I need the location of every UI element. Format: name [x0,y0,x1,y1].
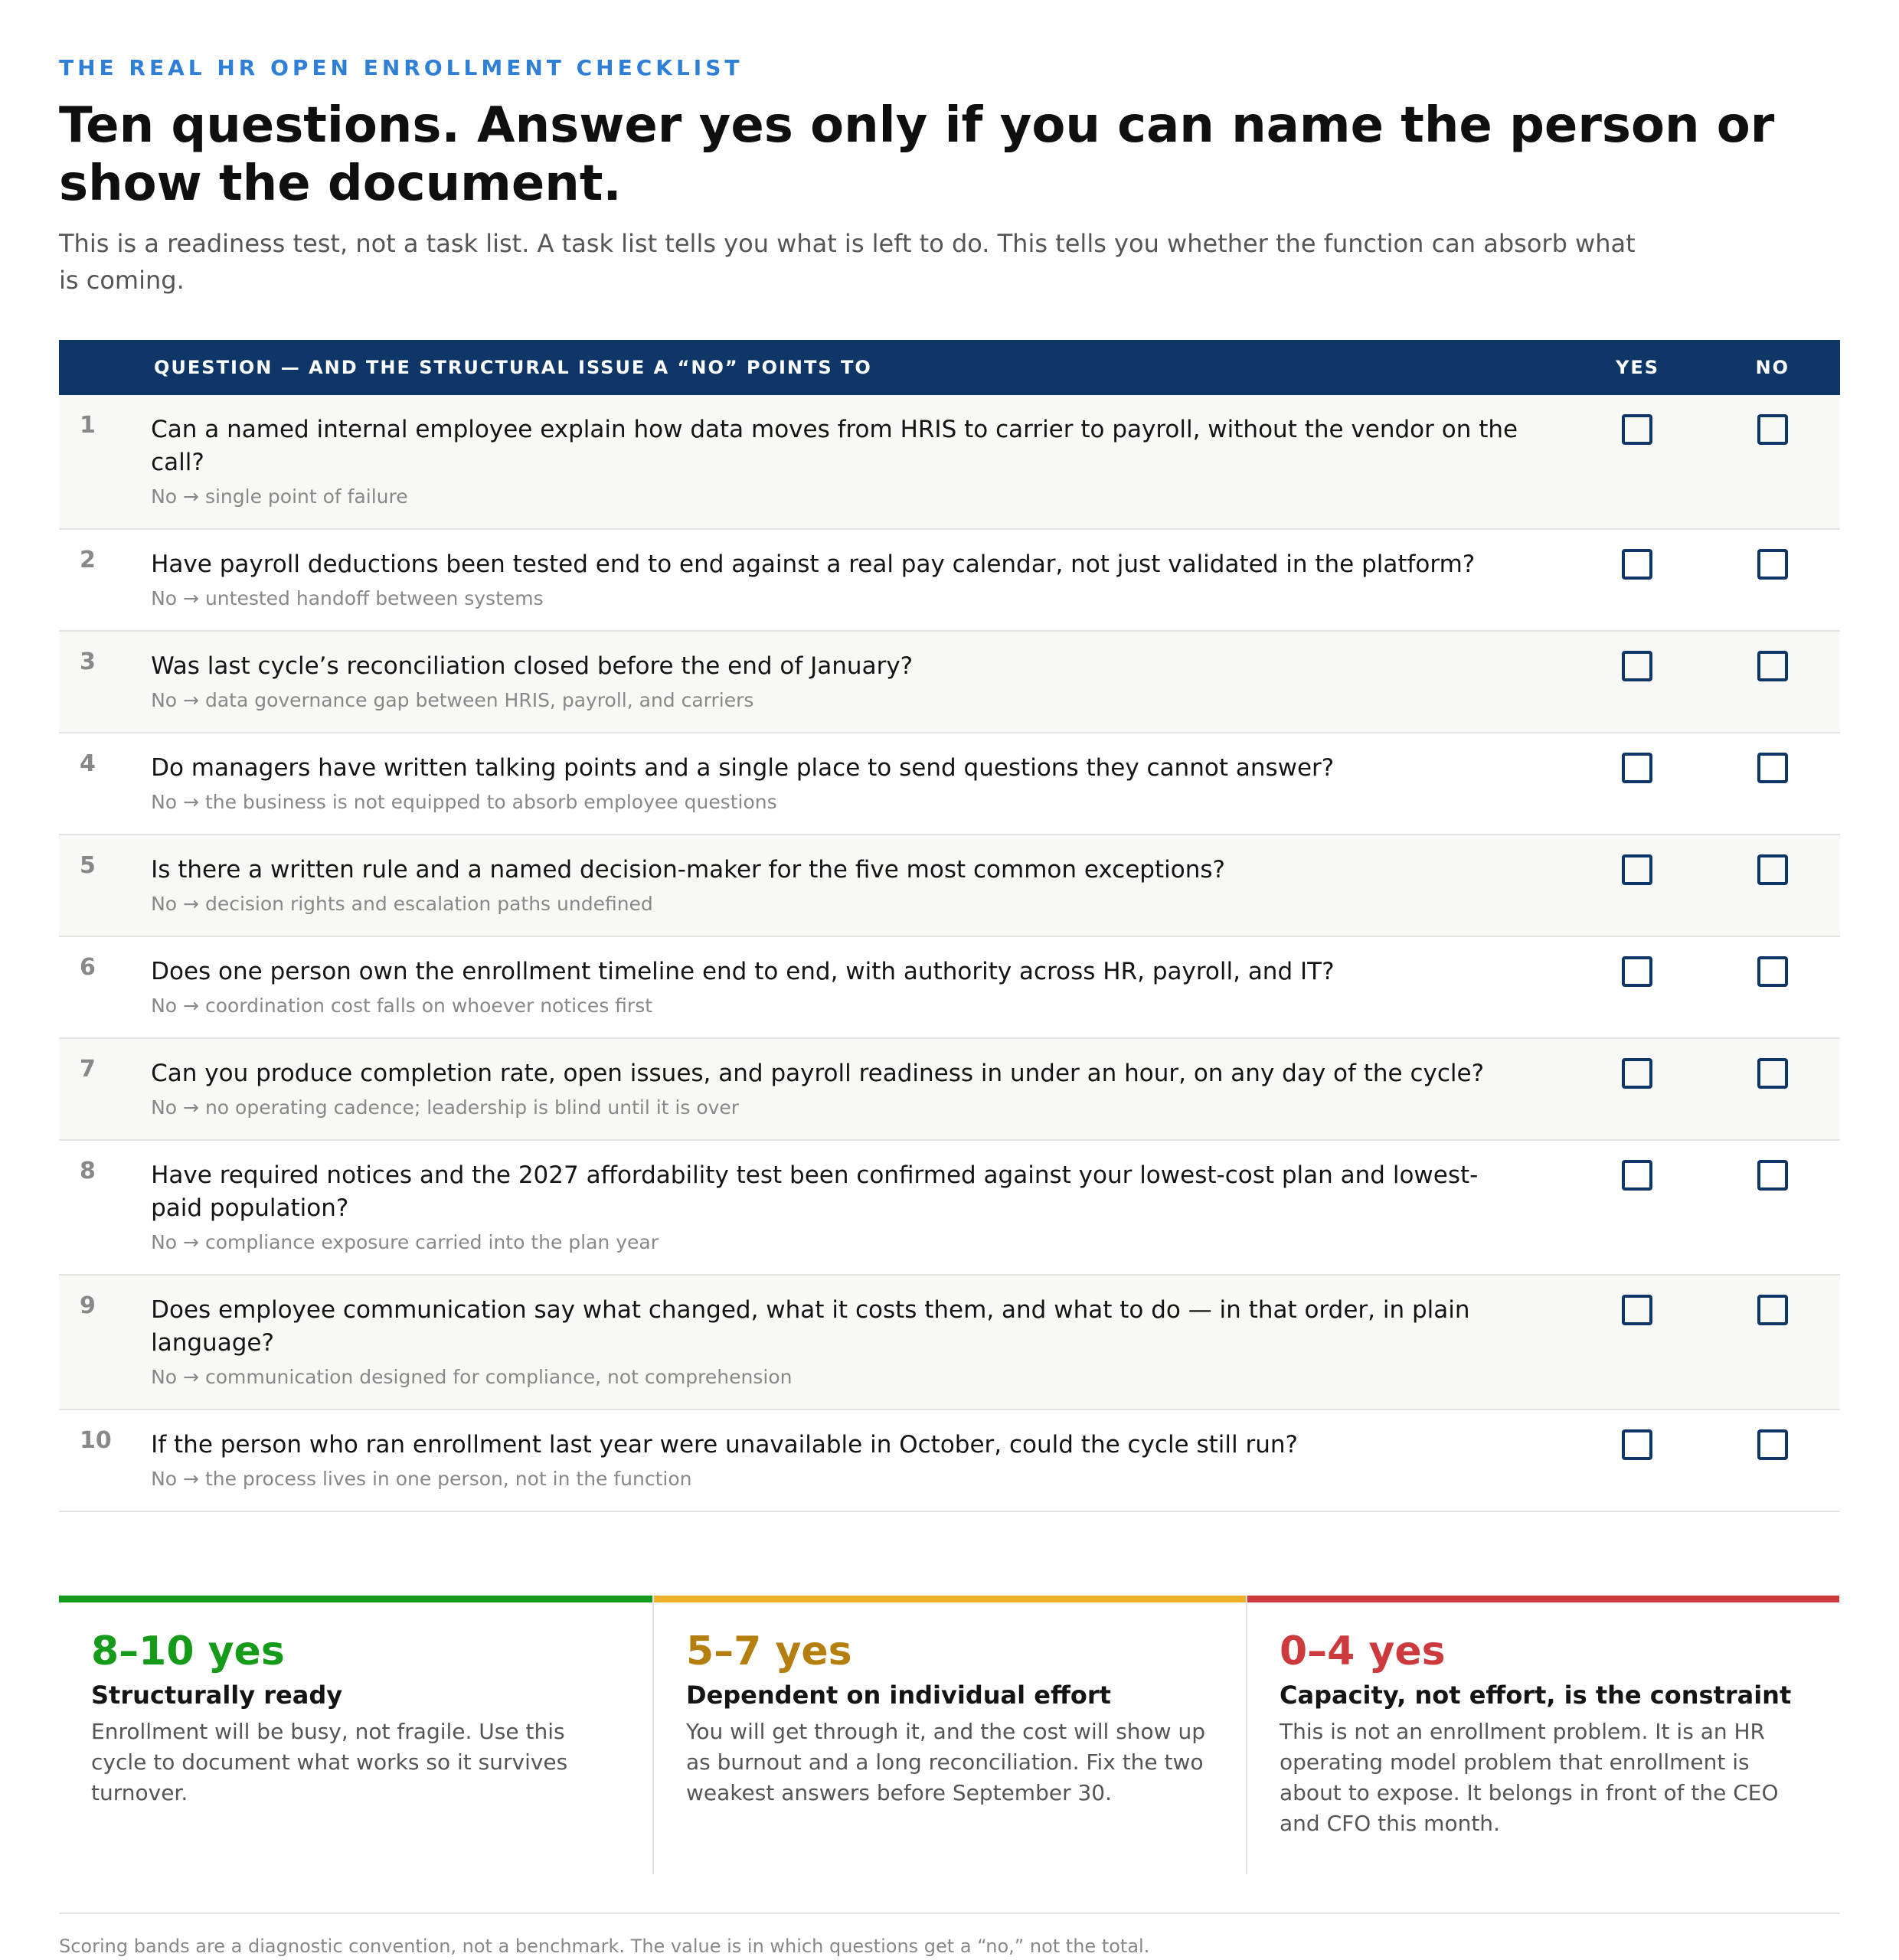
question-number: 7 [80,1056,96,1083]
structural-issue-note: No → the process lives in one person, not in the function [151,1468,692,1490]
yes-checkbox[interactable] [1622,753,1652,783]
band-color-bar [59,1596,652,1602]
question-number: 9 [80,1292,96,1319]
no-cell [1705,1141,1840,1274]
structural-issue-note: No → coordination cost falls on whoever notices first [151,995,653,1017]
no-checkbox[interactable] [1757,651,1788,681]
structural-issue-note: No → the business is not equipped to absorb employee questions [151,791,777,813]
question-text: Is there a written rule and a named decision-maker for the five most common exceptions? [151,856,1225,884]
yes-checkbox[interactable] [1622,414,1652,445]
question-cell [151,937,1570,1037]
structural-issue-note: No → decision rights and escalation paths undefined [151,893,653,915]
table-row [59,395,1840,530]
no-checkbox[interactable] [1757,414,1788,445]
header-question: QUESTION — AND THE STRUCTURAL ISSUE A “NO” POINTS TO [154,357,872,378]
question-number: 3 [80,648,96,675]
question-text: If the person who ran enrollment last year were unavailable in October, could the cycle still run? [151,1431,1298,1459]
yes-checkbox[interactable] [1622,854,1652,885]
structural-issue-note: No → no operating cadence; leadership is blind until it is over [151,1096,740,1119]
eyebrow-label: THE REAL HR OPEN ENROLLMENT CHECKLIST [59,55,744,80]
yes-cell [1570,395,1705,528]
yes-checkbox[interactable] [1622,651,1652,681]
question-number: 4 [80,750,96,777]
scoring-band [652,1596,1246,1874]
band-description: Enrollment will be busy, not fragile. Use this cycle to document what works so it survives turnover. [91,1719,568,1805]
no-cell [1705,395,1840,528]
table-body [59,395,1840,1512]
no-cell [1705,835,1840,936]
no-checkbox[interactable] [1757,956,1788,987]
header-no: NO [1755,357,1790,378]
question-text: Can a named internal employee explain how data moves from HRIS to carrier to payroll, without the vendor on the call? [151,416,1518,476]
question-number: 2 [80,547,96,573]
band-label: Dependent on individual effort [686,1681,1111,1710]
question-cell [151,530,1570,630]
footer-divider [59,1913,1840,1914]
question-cell [151,1141,1570,1274]
checklist-page [59,55,1840,1957]
no-checkbox[interactable] [1757,1160,1788,1191]
yes-checkbox[interactable] [1622,1058,1652,1089]
table-row [59,937,1840,1039]
yes-cell [1570,1410,1705,1511]
no-checkbox[interactable] [1757,1295,1788,1325]
table-row [59,632,1840,733]
yes-cell [1570,733,1705,834]
structural-issue-note: No → untested handoff between systems [151,587,544,609]
table-row [59,1276,1840,1410]
question-cell [151,1276,1570,1409]
question-cell [151,395,1570,528]
no-cell [1705,1410,1840,1511]
structural-issue-note: No → communication designed for compliance, not comprehension [151,1366,793,1388]
yes-cell [1570,530,1705,630]
question-cell [151,1039,1570,1139]
no-cell [1705,530,1840,630]
no-checkbox[interactable] [1757,1058,1788,1089]
scoring-band [59,1596,652,1874]
band-description: You will get through it, and the cost will show up as burnout and a long reconciliation. Fix the two weakest answers before September 30. [686,1719,1206,1805]
intro-text: This is a readiness test, not a task list. A task list tells you what is left to do. This tells you whether the function can absorb what is coming. [59,229,1636,295]
no-checkbox[interactable] [1757,549,1788,580]
no-cell [1705,1039,1840,1139]
yes-checkbox[interactable] [1622,956,1652,987]
yes-checkbox[interactable] [1622,1160,1652,1191]
question-number: 1 [80,412,96,439]
question-text: Was last cycle’s reconciliation closed before the end of January? [151,652,914,680]
yes-cell [1570,1141,1705,1274]
no-cell [1705,1276,1840,1409]
question-text: Have required notices and the 2027 affordability test been confirmed against your lowest-cost plan and lowest-paid population? [151,1161,1479,1222]
structural-issue-note: No → data governance gap between HRIS, payroll, and carriers [151,689,754,711]
table-row [59,733,1840,835]
question-number: 10 [80,1427,112,1454]
question-cell [151,733,1570,834]
no-checkbox[interactable] [1757,1429,1788,1460]
band-score: 8–10 yes [91,1628,285,1674]
footnote: Scoring bands are a diagnostic convention, not a benchmark. The value is in which questions get a “no,” not the total. [59,1936,1150,1957]
yes-cell [1570,937,1705,1037]
band-label: Structurally ready [91,1681,343,1710]
yes-cell [1570,1039,1705,1139]
question-text: Does one person own the enrollment timeline end to end, with authority across HR, payroll, and IT? [151,958,1335,985]
table-header [59,340,1840,395]
table-row [59,1410,1840,1512]
question-text: Does employee communication say what changed, what it costs them, and what to do — in that order, in plain language? [151,1296,1470,1357]
no-checkbox[interactable] [1757,753,1788,783]
page-title: Ten questions. Answer yes only if you can name the person or show the document. [59,97,1775,212]
scoring-band [1246,1596,1839,1874]
no-checkbox[interactable] [1757,854,1788,885]
no-cell [1705,937,1840,1037]
structural-issue-note: No → compliance exposure carried into the plan year [151,1231,659,1253]
question-number: 8 [80,1158,96,1184]
band-description: This is not an enrollment problem. It is an HR operating model problem that enrollment is about to expose. It belongs in front of the CEO and CFO this month. [1280,1719,1779,1836]
band-color-bar [1247,1596,1839,1602]
yes-checkbox[interactable] [1622,1295,1652,1325]
band-color-bar [654,1596,1246,1602]
yes-cell [1570,632,1705,732]
table-row [59,1141,1840,1276]
question-text: Can you produce completion rate, open issues, and payroll readiness in under an hour, on any day of the cycle? [151,1060,1485,1087]
band-label: Capacity, not effort, is the constraint [1280,1681,1792,1710]
table-row [59,1039,1840,1141]
question-text: Have payroll deductions been tested end to end against a real pay calendar, not just validated in the platform? [151,550,1476,578]
no-cell [1705,733,1840,834]
question-cell [151,1410,1570,1511]
question-text: Do managers have written talking points and a single place to send questions they cannot answer? [151,754,1335,782]
yes-checkbox[interactable] [1622,549,1652,580]
no-cell [1705,632,1840,732]
band-score: 0–4 yes [1280,1628,1446,1674]
structural-issue-note: No → single point of failure [151,485,408,508]
scoring-bands [59,1596,1840,1874]
yes-cell [1570,1276,1705,1409]
question-cell [151,835,1570,936]
yes-cell [1570,835,1705,936]
checklist-table [59,340,1840,1512]
question-cell [151,632,1570,732]
header-yes: YES [1616,357,1660,378]
table-row [59,835,1840,937]
question-number: 6 [80,954,96,981]
question-number: 5 [80,852,96,879]
yes-checkbox[interactable] [1622,1429,1652,1460]
band-score: 5–7 yes [686,1628,852,1674]
table-row [59,530,1840,632]
